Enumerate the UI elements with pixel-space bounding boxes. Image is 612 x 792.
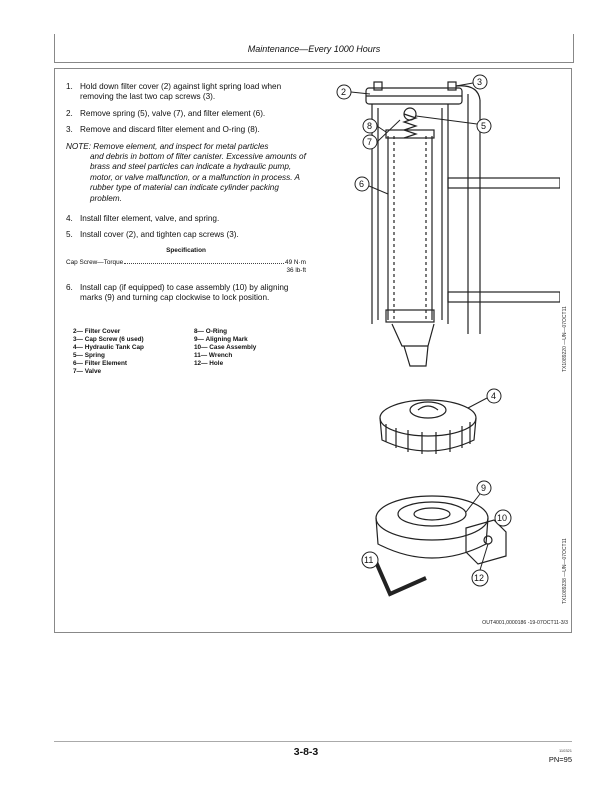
footer-small-code: 110321 (558, 748, 572, 753)
instruction-column (66, 82, 306, 310)
callout-11: 11 (364, 555, 374, 565)
step-6 (66, 283, 306, 304)
callout-6: 6 (359, 179, 365, 189)
step-text: Hold down filter cover (2) against light spring load when removing the last two cap screws (3). (80, 82, 282, 102)
legend-item: 3— Cap Screw (6 used) (73, 336, 144, 343)
spec-leader-dots (124, 263, 284, 264)
legend-item: 10— Case Assembly (194, 344, 257, 351)
legend-item: 5— Spring (73, 352, 105, 359)
legend-item: 6— Filter Element (73, 360, 127, 367)
spec-heading: Specification (166, 246, 206, 254)
callout-12: 12 (474, 573, 485, 583)
note (66, 142, 306, 204)
pn-number: PN=95 (548, 755, 572, 764)
step-number: 4. (66, 214, 73, 224)
callout-4: 4 (491, 391, 497, 401)
legend-column-2 (194, 328, 256, 368)
callout-10: 10 (497, 513, 508, 523)
step-4 (66, 214, 306, 224)
legend-item: 7— Valve (73, 368, 102, 375)
legend-column-1 (73, 328, 144, 376)
legend-item: 11— Wrench (194, 352, 233, 359)
step-5 (66, 230, 306, 240)
footer-rule (54, 741, 572, 742)
legend-item: 2— Filter Cover (73, 328, 121, 335)
tank-cap-illustration (356, 380, 526, 610)
legend-item: 4— Hydraulic Tank Cap (73, 344, 144, 351)
note-body: and debris in bottom of filter canister. Excessive amounts of brass and steel particles can indicate a hydraulic pump, motor, or valve malfunction, or a malfunction in process. A rubber type of material can indicate cylinder packing problem. (90, 152, 306, 203)
legend-item: 12— Hole (194, 360, 224, 367)
callout-2: 2 (341, 87, 347, 97)
note-lead: NOTE: Remove element, and inspect for metal particles (66, 141, 269, 151)
step-2 (66, 109, 306, 119)
step-number: 5. (66, 230, 73, 240)
step-text: Remove and discard filter element and O-ring (8). (80, 125, 260, 135)
step-text: Install cap (if equipped) to case assembly (10) by aligning marks (9) and turning cap clockwise to lock position. (80, 282, 289, 303)
page-header-title: Maintenance—Every 1000 Hours (247, 44, 381, 54)
step-number: 3. (66, 125, 73, 135)
header-frame (54, 34, 574, 63)
legend-item: 9— Aligning Mark (194, 336, 248, 343)
step-number: 1. (66, 82, 73, 91)
callout-7: 7 (367, 137, 373, 147)
legend-item: 8— O-Ring (194, 328, 228, 335)
figure-1-code: TX1089220 —UN—07OCT11 (562, 306, 568, 372)
step-number: 6. (66, 282, 73, 292)
step-text: Remove spring (5), valve (7), and filter element (6). (80, 108, 266, 118)
figure-2-code: TX1089238 —UN—07OCT11 (562, 538, 568, 604)
step-text: Install cover (2), and tighten cap screws (3). (80, 230, 239, 240)
step-text: Install filter element, valve, and spring. (80, 214, 220, 224)
callout-8: 8 (367, 121, 373, 131)
callout-9: 9 (481, 483, 487, 493)
callout-5: 5 (481, 121, 487, 131)
reference-code: OUT4001,0000186 -19-07OCT11-3/3 (482, 620, 568, 626)
step-1 (66, 82, 306, 103)
spec-row (66, 259, 306, 267)
specification-table (66, 247, 306, 275)
spec-value-metric: 49 N·m (285, 258, 306, 266)
spec-value-imperial: 36 lb-ft (286, 266, 306, 274)
callout-3: 3 (477, 77, 483, 87)
spec-label: Cap Screw—Torque (66, 258, 124, 266)
page-number: 3-8-3 (293, 746, 319, 758)
step-3 (66, 125, 306, 135)
step-number: 2. (66, 108, 73, 118)
filter-canister-illustration (330, 74, 560, 374)
